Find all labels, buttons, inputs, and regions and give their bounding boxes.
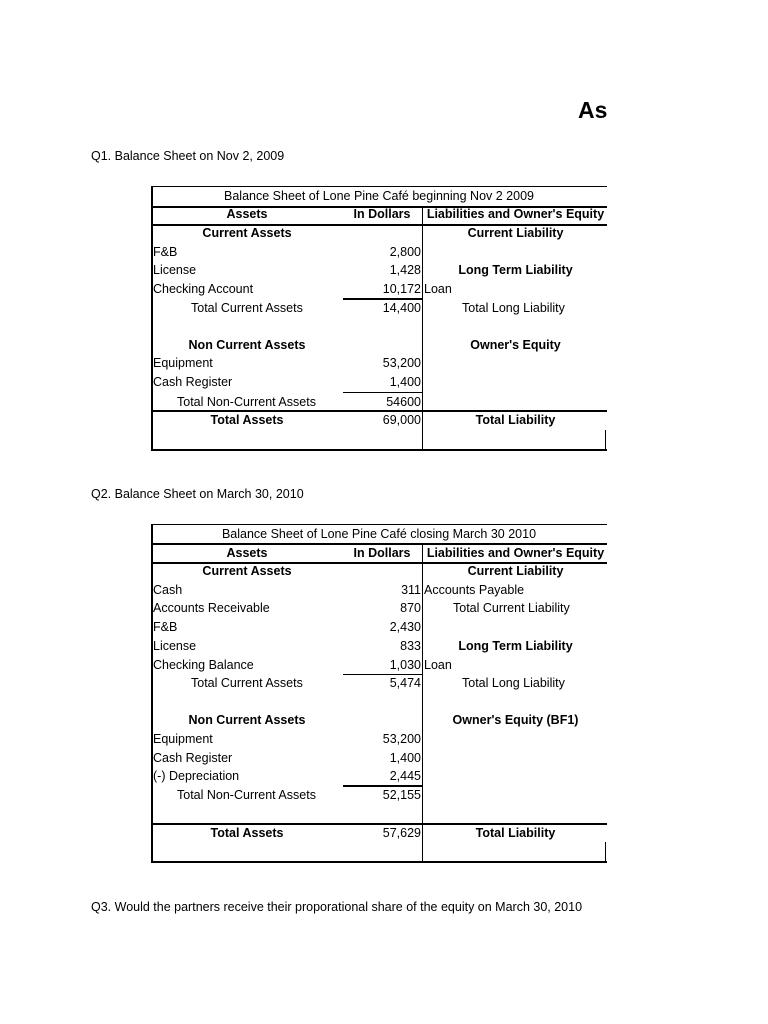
row-value: 1,400: [389, 751, 421, 765]
row-value: 1,400: [389, 375, 421, 389]
column-header-assets: Assets: [226, 207, 268, 221]
subtotal-value: 52,155: [382, 788, 421, 802]
total-liability-label: Total Liability: [475, 413, 556, 427]
row-value: 1,428: [389, 263, 421, 277]
row-value: 10,172: [382, 282, 421, 296]
row-value: 2,430: [389, 620, 421, 634]
liability-label-accounts-payable: Accounts Payable: [424, 583, 525, 597]
row-label: License: [153, 639, 197, 653]
section-current-liability: Current Liability: [467, 226, 564, 240]
subtotal-value: 14,400: [382, 301, 421, 315]
row-value: 311: [401, 583, 421, 597]
row-value: 2,800: [389, 245, 421, 259]
table-border-bottom: [151, 449, 607, 451]
table-border-right: [605, 842, 606, 863]
row-label: Checking Account: [153, 282, 254, 296]
section-non-current-assets: Non Current Assets: [188, 338, 306, 352]
section-current-assets: Current Assets: [202, 564, 292, 578]
row-value: 870: [400, 601, 421, 615]
subtotal-label: Total Current Assets: [191, 676, 303, 690]
q3-heading: Q3. Would the partners receive their proporational share of the equity on March 30, 2010: [91, 900, 583, 914]
total-assets-value: 69,000: [382, 413, 421, 427]
total-assets-label: Total Assets: [210, 413, 284, 427]
liability-label-loan: Loan: [424, 658, 452, 672]
subtotal-label: Total Non-Current Assets: [177, 788, 316, 802]
row-value: 2,445: [389, 769, 421, 783]
row-value: 53,200: [382, 356, 421, 370]
section-long-term-liability: Long Term Liability: [458, 639, 573, 653]
liability-label-loan: Loan: [424, 282, 452, 296]
liability-subtotal-label: Total Long Liability: [462, 676, 565, 690]
row-value: 1,030: [389, 658, 421, 672]
row-label: Equipment: [153, 732, 213, 746]
column-divider: [422, 206, 423, 451]
table-border-bottom: [151, 861, 607, 863]
row-label: (-) Depreciation: [153, 769, 240, 783]
subtotal-value: 54600: [386, 395, 421, 409]
row-label: Equipment: [153, 356, 213, 370]
row-label: License: [153, 263, 197, 277]
column-header-dollars: In Dollars: [353, 546, 411, 560]
row-value: 53,200: [382, 732, 421, 746]
balance-sheet-q1: [151, 186, 607, 451]
liability-subtotal-label: Total Current Liability: [453, 601, 570, 615]
subtotal-label: Total Current Assets: [191, 301, 303, 315]
row-value: 833: [400, 639, 421, 653]
q1-heading: Q1. Balance Sheet on Nov 2, 2009: [91, 149, 285, 163]
q2-heading: Q2. Balance Sheet on March 30, 2010: [91, 487, 304, 501]
liability-subtotal-label: Total Long Liability: [462, 301, 565, 315]
section-long-term-liability: Long Term Liability: [458, 263, 573, 277]
table-border-right: [605, 430, 606, 451]
row-label: F&B: [153, 245, 178, 259]
column-divider: [422, 543, 423, 863]
row-label: Accounts Receivable: [153, 601, 270, 615]
row-label: Cash: [153, 583, 183, 597]
column-header-liabilities: Liabilities and Owner's Equity: [426, 207, 605, 221]
sheet-title: Balance Sheet of Lone Pine Café closing March 30 2010: [221, 527, 537, 541]
section-owners-equity: Owner's Equity (BF1): [452, 713, 579, 727]
row-label: Checking Balance: [153, 658, 254, 672]
document-title: As: [578, 97, 608, 123]
section-current-assets: Current Assets: [202, 226, 292, 240]
sheet-title: Balance Sheet of Lone Pine Café beginning Nov 2 2009: [224, 189, 534, 203]
row-label: Cash Register: [153, 751, 233, 765]
section-current-liability: Current Liability: [467, 564, 564, 578]
total-assets-value: 57,629: [382, 826, 421, 840]
row-label: F&B: [153, 620, 178, 634]
section-owners-equity: Owner's Equity: [470, 338, 561, 352]
subtotal-value: 5,474: [389, 676, 421, 690]
subtotal-label: Total Non-Current Assets: [177, 395, 316, 409]
column-header-dollars: In Dollars: [353, 207, 411, 221]
total-assets-label: Total Assets: [210, 826, 284, 840]
section-non-current-assets: Non Current Assets: [188, 713, 306, 727]
column-header-liabilities: Liabilities and Owner's Equity: [426, 546, 605, 560]
balance-sheet-q2: [151, 524, 607, 863]
column-header-assets: Assets: [226, 546, 268, 560]
row-label: Cash Register: [153, 375, 233, 389]
total-liability-label: Total Liability: [475, 826, 556, 840]
